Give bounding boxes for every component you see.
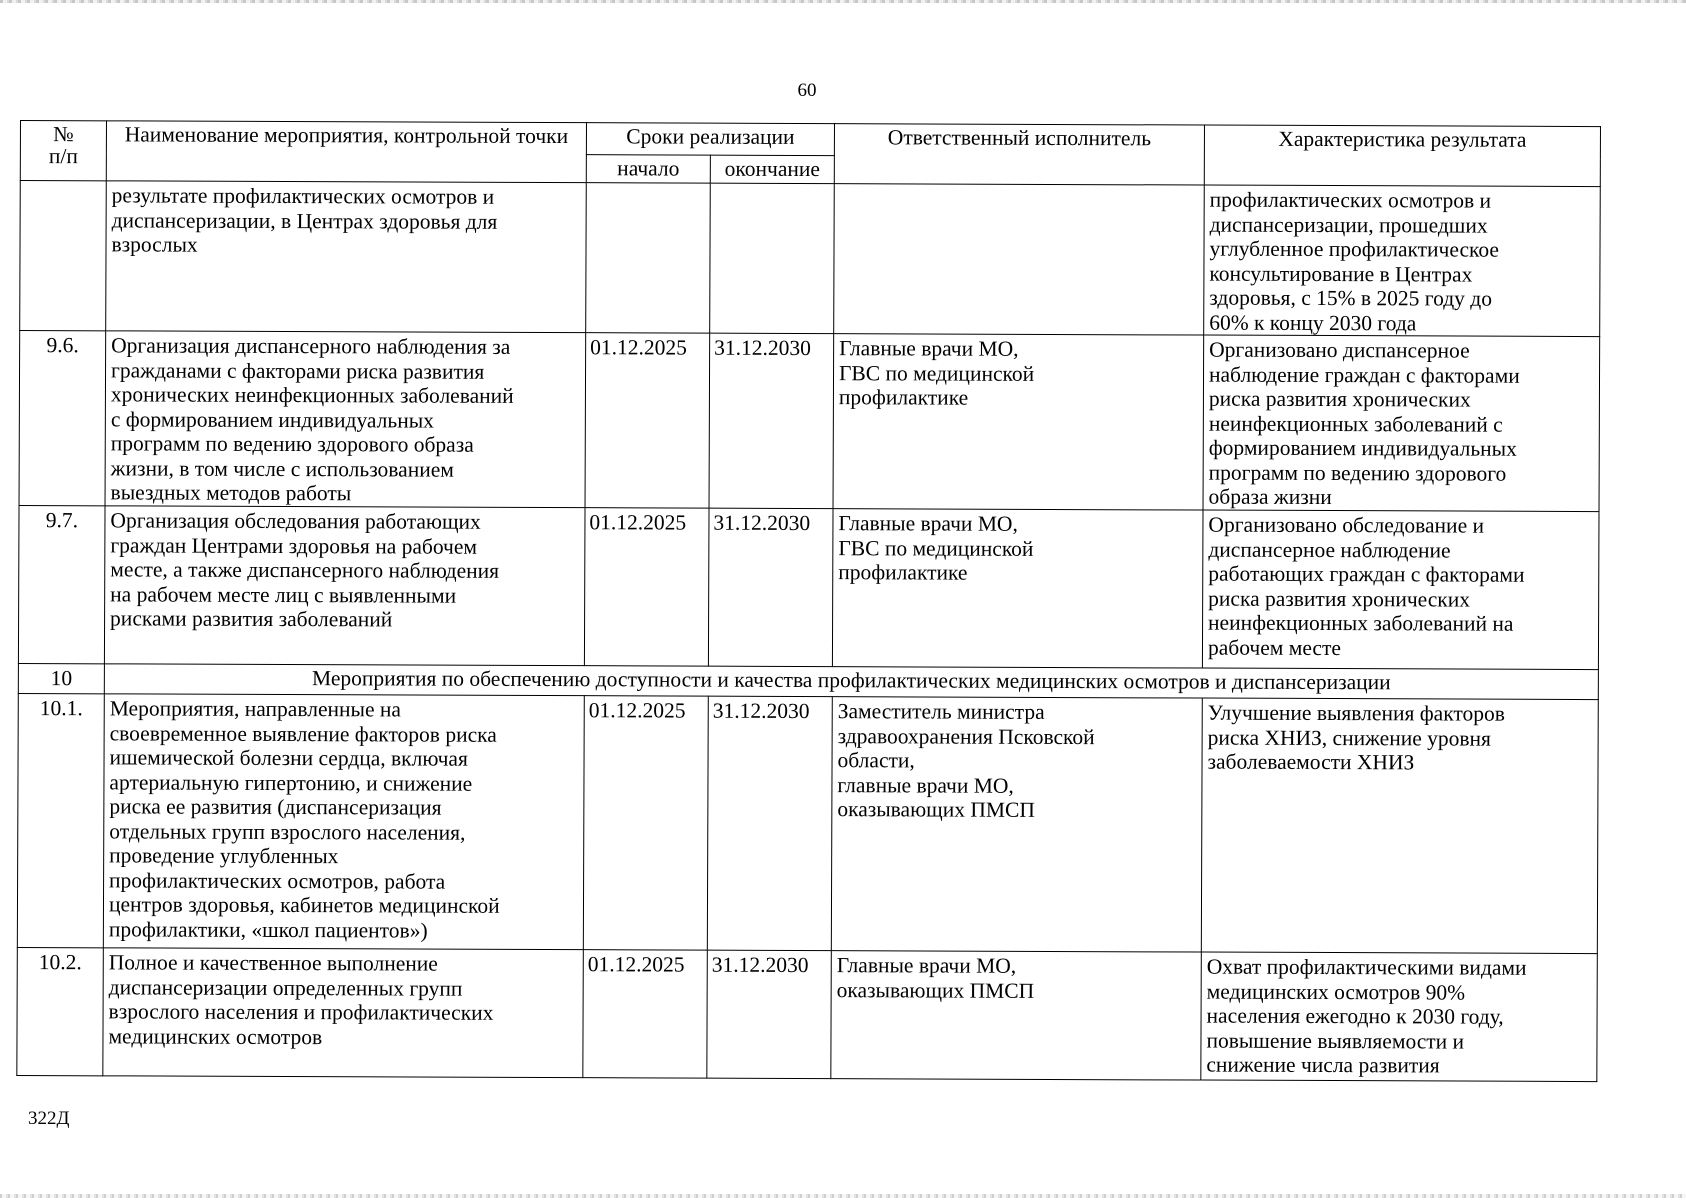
responsible-executor: [833, 334, 1204, 510]
header-number: [20, 121, 106, 181]
scan-edge-bottom: [0, 1194, 1686, 1198]
header-activity-name: Наименование мероприятия, контрольной точки: [106, 121, 586, 183]
page-number: 60: [797, 80, 817, 101]
end-date: 31.12.2030: [707, 696, 832, 950]
result-description: [1204, 185, 1601, 337]
header-result: Характеристика результата: [1204, 125, 1600, 187]
activity-name-line: граждан Центрами здоровья на рабочем: [110, 532, 478, 559]
activity-name-line: своевременное выявление факторов риска: [109, 720, 497, 747]
activities-table: [16, 120, 1601, 1082]
row-number: 9.6.: [19, 331, 106, 506]
table-row: [18, 505, 1599, 669]
responsible-executor-line: Главные врачи МО,: [838, 511, 1018, 536]
activity-name-line: хронических неинфекционных заболеваний: [110, 382, 514, 408]
responsible-executor-line: оказывающих ПМСП: [836, 977, 1035, 1003]
activity-name-line: медицинских осмотров: [108, 1023, 323, 1049]
responsible-executor: [832, 509, 1203, 668]
header-deadlines: Сроки реализации: [586, 123, 834, 156]
activity-name-line: профилактики, «школ пациентов»): [108, 916, 428, 943]
result-description-line: консультирование в Центрах: [1209, 261, 1473, 287]
activity-name-line: риска ее развития (диспансеризация: [109, 794, 442, 820]
responsible-executor-line: области,: [837, 748, 915, 773]
responsible-executor-line: ГВС по медицинской: [838, 360, 1035, 386]
result-description-line: программ по ведению здорового: [1208, 460, 1507, 486]
result-description-line: заболеваемости ХНИЗ: [1207, 749, 1415, 775]
end-date: 31.12.2030: [709, 333, 834, 508]
result-description-line: формированием индивидуальных: [1208, 435, 1517, 461]
activity-name: [105, 331, 586, 508]
activity-name-line: месте, а также диспансерного наблюдения: [110, 557, 500, 583]
section-number: 10: [18, 663, 104, 693]
responsible-executor-line: профилактике: [838, 560, 968, 585]
start-date: 01.12.2025: [585, 333, 710, 508]
section-title: Мероприятия по обеспечению доступности и качества профилактических медицинских осмотров и диспансеризации: [104, 664, 1598, 700]
row-number: 9.7.: [18, 505, 105, 663]
responsible-executor: [834, 184, 1205, 335]
activity-name-line: с формированием индивидуальных: [110, 406, 434, 433]
activity-name: [103, 694, 584, 950]
activity-name-line: Мероприятия, направленные на: [109, 696, 401, 722]
result-description-line: диспансеризации, прошедших: [1209, 212, 1488, 238]
result-description: [1201, 698, 1598, 954]
result-description-line: профилактических осмотров и: [1209, 187, 1492, 213]
table-row: [20, 181, 1601, 337]
result-description-line: работающих граждан с факторами: [1208, 561, 1525, 587]
table-row: [17, 693, 1598, 953]
result-description-line: рабочем месте: [1207, 635, 1341, 660]
table-body-section-9: [18, 181, 1600, 670]
result-description-line: Организовано диспансерное: [1209, 337, 1470, 363]
result-description-line: Охват профилактическими видами: [1206, 954, 1527, 980]
responsible-executor: [831, 697, 1202, 952]
result-description: [1202, 510, 1599, 670]
activity-name-line: Полное и качественное выполнение: [108, 950, 438, 976]
end-date: [710, 183, 835, 333]
activity-name: [103, 948, 583, 1078]
responsible-executor-line: профилактике: [838, 385, 969, 410]
start-date: [586, 183, 711, 333]
result-description-line: Организовано обследование и: [1208, 512, 1485, 538]
result-description-line: здоровья, с 15% в 2025 году до: [1209, 285, 1493, 311]
end-date: 31.12.2030: [707, 950, 831, 1078]
result-description-line: риска ХНИЗ, снижение уровня: [1207, 725, 1492, 751]
responsible-executor-line: оказывающих ПМСП: [837, 797, 1035, 822]
row-number: 10.2.: [17, 947, 103, 1075]
row-number: [20, 181, 107, 331]
header-start: начало: [586, 155, 710, 183]
activity-name-line: центров здоровья, кабинетов медицинской: [108, 892, 500, 918]
start-date: 01.12.2025: [583, 950, 707, 1078]
activity-name-line: ишемической болезни сердца, включая: [109, 745, 468, 771]
responsible-executor-line: ГВС по медицинской: [838, 535, 1034, 561]
result-description-line: неинфекционных заболеваний на: [1208, 610, 1514, 636]
activity-name-line: взрослых: [111, 232, 198, 257]
result-description-line: снижение числа развития: [1206, 1052, 1440, 1078]
scan-edge-top: [0, 0, 1686, 3]
activity-name-line: гражданами с факторами риска развития: [110, 357, 485, 384]
header-number-line1: №: [53, 122, 74, 147]
result-description-line: диспансерное наблюдение: [1208, 537, 1451, 562]
activity-name-line: выездных методов работы: [110, 480, 352, 506]
row-number: 10.1.: [17, 693, 104, 947]
result-description-line: 60% к концу 2030 года: [1209, 310, 1417, 335]
table-row: [19, 331, 1600, 512]
table-body-section-10: [17, 693, 1598, 1081]
responsible-executor-line: главные врачи МО,: [837, 772, 1014, 798]
header-end: окончание: [710, 155, 834, 183]
activity-name-line: программ по ведению здорового образа: [110, 431, 474, 457]
activity-name-line: диспансеризации, в Центрах здоровья для: [111, 207, 498, 234]
header-responsible: Ответственный исполнитель: [834, 124, 1204, 185]
result-description-line: медицинских осмотров 90%: [1206, 979, 1466, 1005]
result-description: [1201, 952, 1597, 1082]
document-code: 322Д: [28, 1108, 70, 1129]
responsible-executor-line: Главные врачи МО,: [839, 336, 1019, 361]
activity-name-line: на рабочем месте лиц с выявленными: [110, 581, 457, 608]
result-description-line: образа жизни: [1208, 484, 1332, 510]
result-description-line: неинфекционных заболеваний с: [1208, 411, 1503, 437]
activity-name-line: диспансеризации определенных групп: [108, 974, 463, 1001]
activity-name-line: рисками развития заболеваний: [110, 606, 393, 632]
start-date: 01.12.2025: [584, 508, 709, 666]
result-description-line: риска развития хронических: [1208, 586, 1471, 612]
start-date: 01.12.2025: [583, 696, 708, 950]
activity-name-line: Организация диспансерного наблюдения за: [111, 333, 511, 359]
result-description-line: населения ежегодно к 2030 году,: [1206, 1003, 1504, 1029]
activity-name: [106, 181, 587, 333]
activity-name-line: профилактических осмотров, работа: [109, 867, 446, 894]
responsible-executor-line: Заместитель министра: [837, 699, 1045, 724]
result-description-line: риска развития хронических: [1208, 386, 1471, 412]
responsible-executor-line: здравоохранения Псковской: [837, 723, 1095, 749]
responsible-executor-line: Главные врачи МО,: [836, 953, 1017, 978]
end-date: 31.12.2030: [708, 508, 833, 666]
result-description-line: повышение выявляемости и: [1206, 1028, 1465, 1054]
activity-name-line: результате профилактических осмотров и: [111, 183, 495, 209]
activity-name-line: артериальную гипертонию, и снижение: [109, 769, 473, 796]
activity-name-line: проведение углубленных: [109, 843, 339, 869]
table-row: [17, 947, 1597, 1081]
activity-name-line: отдельных групп взрослого населения,: [109, 818, 466, 845]
result-description-line: углубленное профилактическое: [1209, 236, 1499, 262]
responsible-executor: [831, 951, 1201, 1080]
result-description: [1203, 335, 1600, 512]
result-description-line: Улучшение выявления факторов: [1207, 700, 1505, 726]
activity-name-line: взрослого населения и профилактических: [108, 999, 494, 1025]
result-description-line: наблюдение граждан с факторами: [1208, 362, 1520, 388]
activity-name-line: Организация обследования работающих: [110, 508, 481, 534]
header-number-line2: п/п: [48, 144, 78, 169]
activity-name-line: жизни, в том числе с использованием: [110, 455, 454, 482]
activity-name: [104, 506, 585, 666]
